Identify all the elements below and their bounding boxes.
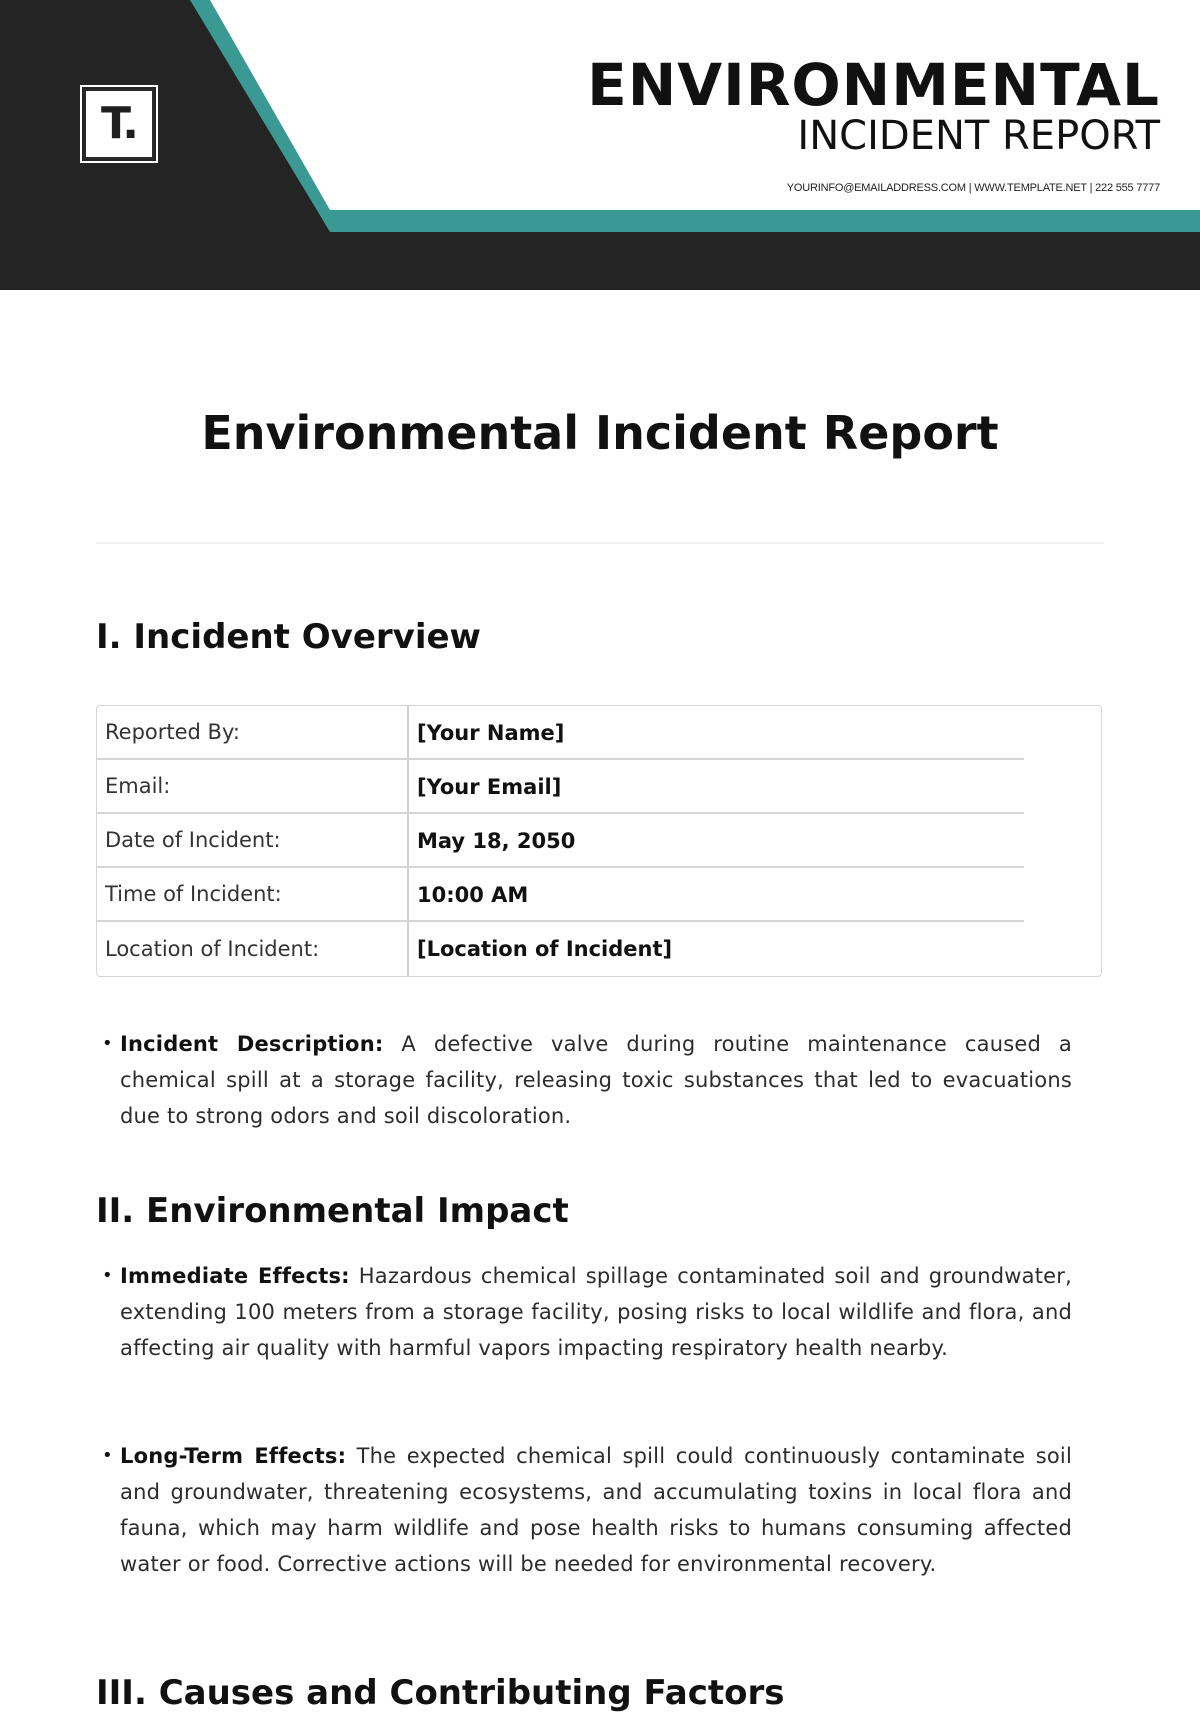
table-value: May 18, 2050 xyxy=(409,814,1101,868)
table-value: 10:00 AM xyxy=(409,868,1101,922)
table-value: [Your Email] xyxy=(409,760,1101,814)
table-label: Time of Incident: xyxy=(97,868,409,922)
table-row xyxy=(97,760,1101,814)
header-teal-stripe xyxy=(318,212,1200,232)
table-row xyxy=(97,922,1101,976)
bullet-term: Immediate Effects: xyxy=(120,1264,350,1288)
bullet-body: The expected chemical spill could continuously contaminate soil and groundwater, threatening ecosystems, and accumulating toxins in local flora and fauna, which may harm wildlife and pose health risks to humans consuming affected water or food. Corrective actions will be needed for environmental recovery. xyxy=(120,1444,1072,1576)
section-heading-overview: I. Incident Overview xyxy=(96,617,481,657)
bullet-icon: • xyxy=(102,1265,113,1286)
bullet-body: Hazardous chemical spillage contaminated soil and groundwater, extending 100 meters from a storage facility, posing risks to local wildlife and flora, and affecting air quality with harmful vapors impacting respiratory health nearby. xyxy=(120,1264,1072,1360)
logo-text: T. xyxy=(100,98,138,149)
header-contact: YOURINFO@EMAILADDRESS.COM | WWW.TEMPLATE.NET | 222 555 7777 xyxy=(786,182,1160,194)
page-header xyxy=(0,0,1200,290)
section-heading-causes: III. Causes and Contributing Factors xyxy=(96,1673,785,1713)
table-row xyxy=(97,706,1101,760)
table-label: Location of Incident: xyxy=(97,922,409,976)
bullet-icon: • xyxy=(102,1033,113,1054)
header-title: ENVIRONMENTAL xyxy=(587,51,1160,119)
table-row xyxy=(97,868,1101,922)
table-label: Email: xyxy=(97,760,409,814)
bullet-term: Incident Description: xyxy=(120,1032,384,1056)
table-value: [Your Name] xyxy=(409,706,1101,760)
bullet-body: A defective valve during routine maintenance caused a chemical spill at a storage facility, releasing toxic substances that led to evacuations due to strong odors and soil discoloration. xyxy=(120,1032,1072,1128)
bullet-term: Long-Term Effects: xyxy=(120,1444,347,1468)
title-divider xyxy=(96,542,1104,544)
incident-overview-table xyxy=(96,705,1102,977)
table-label: Reported By: xyxy=(97,706,409,760)
table-value: [Location of Incident] xyxy=(417,936,673,961)
incident-description xyxy=(96,1026,1072,1134)
table-row xyxy=(97,814,1101,868)
section-heading-impact: II. Environmental Impact xyxy=(96,1191,569,1231)
long-term-effects xyxy=(96,1438,1072,1582)
bullet-icon: • xyxy=(102,1445,113,1466)
bullet-text xyxy=(96,1438,1072,1582)
immediate-effects xyxy=(96,1258,1072,1366)
header-subtitle: INCIDENT REPORT xyxy=(797,113,1160,159)
logo xyxy=(84,89,154,159)
document-title: Environmental Incident Report xyxy=(201,406,999,460)
bullet-text xyxy=(96,1026,1072,1134)
bullet-text xyxy=(96,1258,1072,1366)
table-label: Date of Incident: xyxy=(97,814,409,868)
